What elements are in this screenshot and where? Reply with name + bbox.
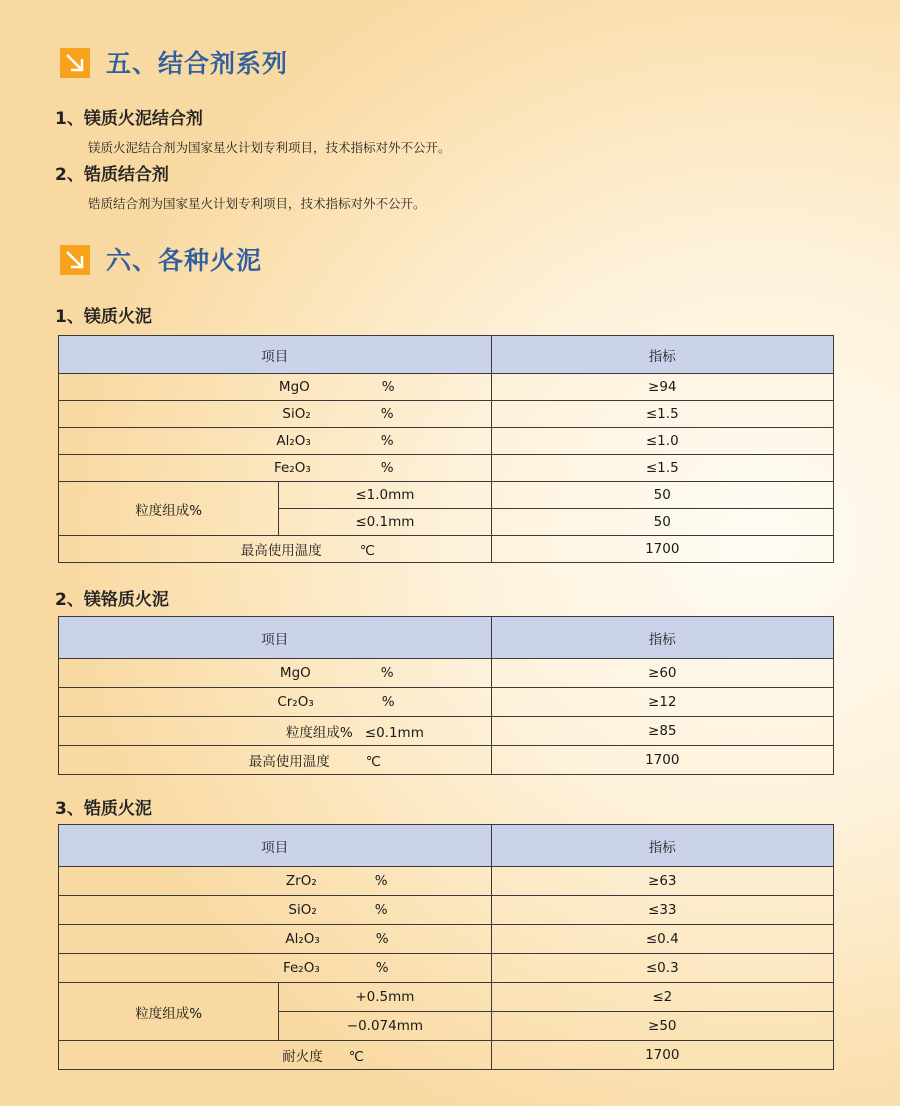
col-header-index: 指标 [491,336,833,374]
item-unit: % [381,379,395,395]
item-value: ≤2 [491,983,833,1012]
table-row [59,925,834,954]
table-header-row [59,336,834,374]
item-name: Al₂O₃ [285,931,320,947]
item-value: ≥63 [491,867,833,896]
item-value: 1700 [491,746,833,775]
item-value: 50 [491,509,833,536]
item-unit: % [374,873,388,889]
item-unit: ℃ [359,543,375,559]
table-zr-mortar [58,824,834,1070]
grain-size: +0.5mm [279,983,491,1012]
grain-size: ≤0.1mm [279,509,491,536]
table-row [59,482,834,509]
item-value: ≤1.5 [491,401,833,428]
item-value: ≥12 [491,688,833,717]
item-unit: ℃ [348,1049,364,1065]
col-header-index: 指标 [491,617,833,659]
item-name: ZrO₂ [285,873,317,889]
item-name: SiO₂ [288,902,317,918]
col-header-item: 项目 [59,336,492,374]
item-value: ≤33 [491,896,833,925]
table-row [59,896,834,925]
item-unit: ℃ [365,754,381,770]
table-3-heading: 3、锆质火泥 [55,799,152,819]
item-value: ≥94 [491,374,833,401]
grain-label: 粒度组成% [59,983,279,1041]
item-value: ≤0.4 [491,925,833,954]
binder-mg-heading: 1、镁质火泥结合剂 [55,109,203,129]
table-row [59,983,834,1012]
binder-zr-desc: 锆质结合剂为国家星火计划专利项目，技术指标对外不公开。 [88,196,426,211]
item-name: 最高使用温度 [240,543,322,559]
item-unit: % [380,665,394,681]
item-name: 耐火度 [282,1049,323,1065]
grain-size: −0.074mm [279,1012,491,1041]
item-name: 粒度组成% [285,725,353,741]
table-row [59,746,834,775]
item-value: ≤1.5 [491,455,833,482]
item-value: ≥85 [491,717,833,746]
col-header-item: 项目 [59,825,492,867]
arrow-down-right-icon [60,245,90,275]
table-mgcr-mortar [58,616,834,775]
table-2-heading: 2、镁铬质火泥 [55,590,169,610]
item-name: Fe₂O₃ [282,960,320,976]
item-unit: % [375,931,389,947]
item-unit: % [374,902,388,918]
table-row [59,536,834,563]
table-row [59,867,834,896]
table-row [59,428,834,455]
arrow-down-right-icon [60,48,90,78]
table-row [59,455,834,482]
item-unit: % [380,460,394,476]
item-name: MgO [279,665,311,681]
binder-zr-heading: 2、锆质结合剂 [55,165,169,185]
table-header-row [59,825,834,867]
item-value: ≤0.3 [491,954,833,983]
col-header-item: 项目 [59,617,492,659]
item-name: 最高使用温度 [248,754,330,770]
item-unit: % [380,433,394,449]
item-value: 1700 [491,1041,833,1070]
item-value: ≥50 [491,1012,833,1041]
table-row [59,401,834,428]
table-row [59,659,834,688]
item-name: SiO₂ [282,406,311,422]
col-header-index: 指标 [491,825,833,867]
grain-size: ≤1.0mm [279,482,491,509]
item-value: ≤1.0 [491,428,833,455]
item-unit: % [375,960,389,976]
grain-label: 粒度组成% [59,482,279,536]
binder-mg-desc: 镁质火泥结合剂为国家星火计划专利项目，技术指标对外不公开。 [88,140,451,155]
item-unit: % [381,694,395,710]
item-unit: % [380,406,394,422]
table-row [59,374,834,401]
item-name: Al₂O₃ [276,433,311,449]
table-1-heading: 1、镁质火泥 [55,307,152,327]
table-header-row [59,617,834,659]
table-row [59,1041,834,1070]
item-unit: ≤0.1mm [364,725,424,741]
item-name: Fe₂O₃ [273,460,311,476]
item-value: 50 [491,482,833,509]
table-mg-mortar [58,335,834,563]
table-row [59,688,834,717]
table-row [59,717,834,746]
item-value: 1700 [491,536,833,563]
item-value: ≥60 [491,659,833,688]
item-name: Cr₂O₃ [277,694,314,710]
item-name: MgO [278,379,310,395]
section-5-title: 五、结合剂系列 [106,49,289,78]
section-6-title: 六、各种火泥 [106,246,263,275]
table-row [59,954,834,983]
